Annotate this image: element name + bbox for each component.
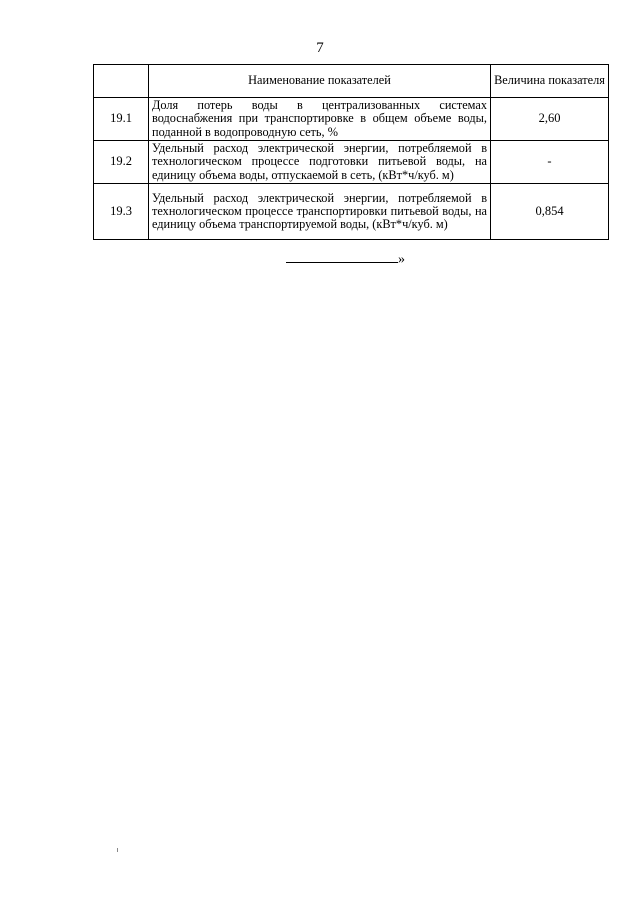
table-row [94, 141, 609, 184]
row-indicator-value: 0,854 [491, 184, 609, 240]
row-number: 19.1 [94, 98, 149, 141]
page-number: 7 [316, 40, 324, 56]
header-number [94, 65, 149, 98]
row-indicator-name: Доля потерь воды в централизованных системах водоснабжения при транспортировке в общем объеме воды, поданной в водопроводную сеть, % [149, 98, 491, 141]
scan-artifact [117, 848, 118, 852]
table-row [94, 98, 609, 141]
closing-quote-mark: » [398, 252, 405, 267]
row-indicator-value: - [491, 141, 609, 184]
closing-underline [286, 250, 398, 263]
table-row [94, 184, 609, 240]
table-header-row [94, 65, 609, 98]
header-indicator-value: Величина показателя [491, 65, 609, 98]
row-number: 19.2 [94, 141, 149, 184]
header-indicator-name: Наименование показателей [149, 65, 491, 98]
row-indicator-value: 2,60 [491, 98, 609, 141]
row-indicator-name: Удельный расход электрической энергии, потребляемой в технологическом процессе подготовки питьевой воды, на единицу объема воды, отпускаемой в сеть, (кВт*ч/куб. м) [149, 141, 491, 184]
row-indicator-name: Удельный расход электрической энергии, потребляемой в технологическом процессе транспортировки питьевой воды, на единицу объема транспортируемой воды, (кВт*ч/куб. м) [149, 184, 491, 240]
closing-line [286, 250, 405, 268]
indicators-table [93, 64, 609, 240]
row-number: 19.3 [94, 184, 149, 240]
